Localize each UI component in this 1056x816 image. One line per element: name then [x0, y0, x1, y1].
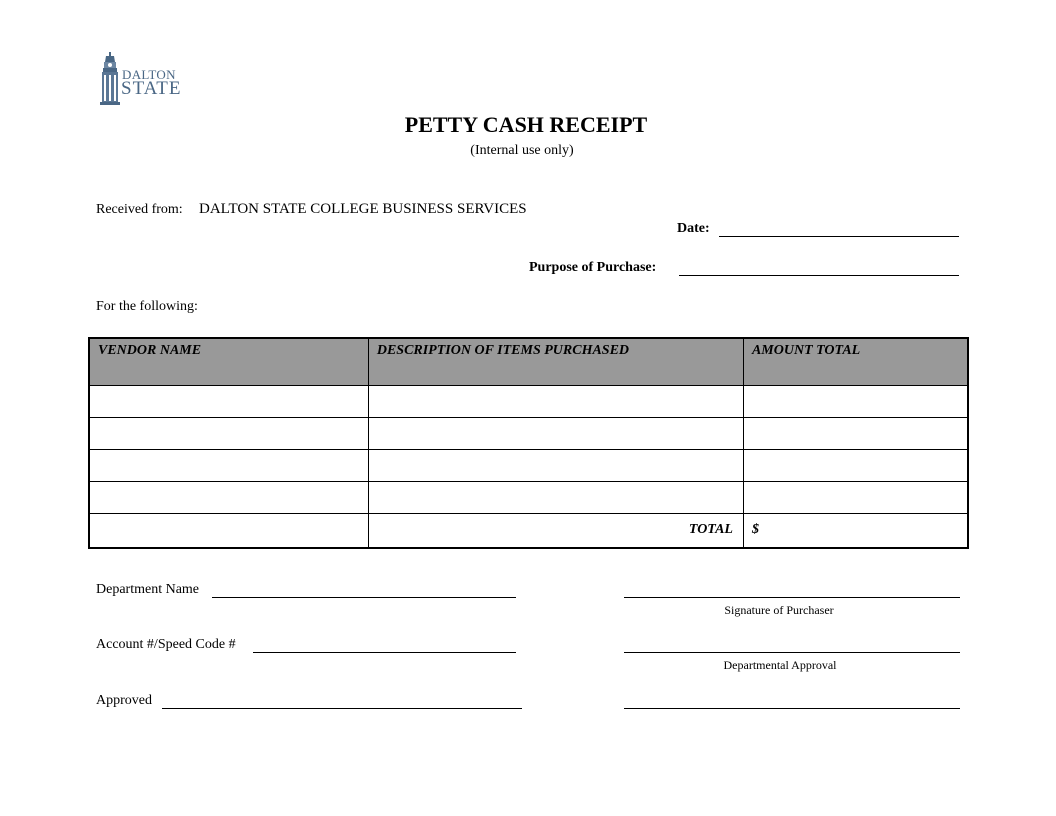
department-name-field[interactable] [212, 597, 516, 598]
description-cell[interactable] [368, 450, 743, 482]
approved-field[interactable] [162, 708, 522, 709]
date-field[interactable] [719, 236, 959, 237]
header-description: DESCRIPTION OF ITEMS PURCHASED [368, 338, 743, 386]
amount-cell[interactable] [743, 482, 968, 514]
clock-tower-icon [98, 50, 122, 106]
department-name-label: Department Name [96, 582, 200, 597]
approved-signature-field[interactable] [624, 708, 960, 709]
logo-text-state: STATE [121, 78, 182, 99]
total-amount-cell[interactable]: $ [743, 514, 968, 548]
purpose-field[interactable] [679, 275, 959, 276]
description-cell[interactable] [368, 482, 743, 514]
account-code-label: Account #/Speed Code # [96, 637, 236, 652]
amount-cell[interactable] [743, 418, 968, 450]
page-subtitle: (Internal use only) [470, 143, 574, 158]
table-row [89, 386, 968, 418]
table-row [89, 450, 968, 482]
table-row [89, 418, 968, 450]
page-title: PETTY CASH RECEIPT [404, 112, 648, 137]
received-from-value: DALTON STATE COLLEGE BUSINESS SERVICES [199, 201, 527, 217]
amount-cell[interactable] [743, 450, 968, 482]
vendor-cell[interactable] [89, 450, 368, 482]
dalton-state-logo [98, 50, 188, 106]
approval-caption: Departmental Approval [723, 658, 837, 672]
vendor-cell[interactable] [89, 386, 368, 418]
table-header-row [89, 338, 968, 386]
table-row [89, 482, 968, 514]
signature-caption: Signature of Purchaser [724, 603, 834, 617]
purpose-label: Purpose of Purchase: [529, 260, 657, 275]
total-label: TOTAL [368, 514, 743, 548]
received-from-label: Received from: [96, 202, 183, 217]
logo-text-dalton: DALTON [122, 67, 176, 82]
items-table [88, 337, 969, 549]
header-amount-total: AMOUNT TOTAL [743, 338, 968, 386]
date-label: Date: [677, 221, 710, 236]
vendor-cell[interactable] [89, 514, 368, 548]
vendor-cell[interactable] [89, 482, 368, 514]
description-cell[interactable] [368, 418, 743, 450]
header-vendor-name: VENDOR NAME [89, 338, 368, 386]
signature-of-purchaser-field[interactable] [624, 597, 960, 598]
approved-label: Approved [96, 693, 152, 708]
departmental-approval-field[interactable] [624, 652, 960, 653]
amount-cell[interactable] [743, 386, 968, 418]
for-the-following-label: For the following: [96, 299, 198, 314]
vendor-cell[interactable] [89, 418, 368, 450]
table-total-row [89, 514, 968, 548]
account-code-field[interactable] [253, 652, 516, 653]
description-cell[interactable] [368, 386, 743, 418]
